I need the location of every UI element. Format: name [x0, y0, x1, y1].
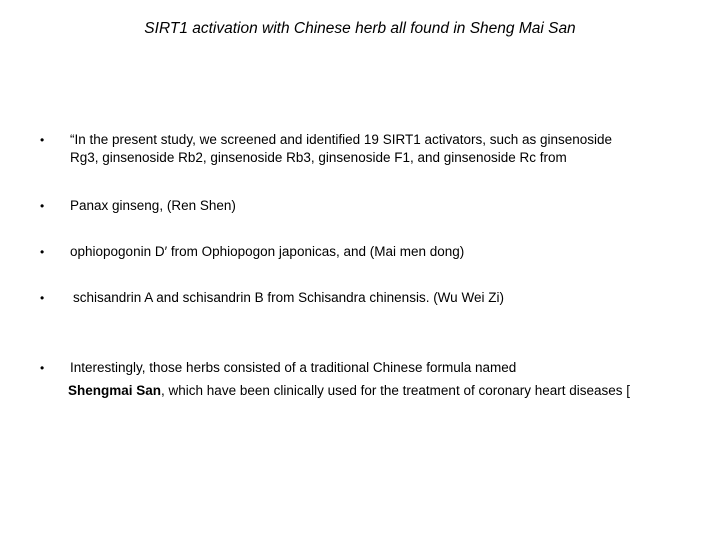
- bullet-text: Interestingly, those herbs consisted of a traditional Chinese formula named: [70, 360, 517, 375]
- bullet-text: ophiopogonin D′ from Ophiopogon japonicas, and (Mai men dong): [70, 244, 465, 259]
- slide-title: SIRT1 activation with Chinese herb all found in Sheng Mai San: [144, 20, 576, 37]
- bullet-text: Panax ginseng, (Ren Shen): [70, 198, 236, 213]
- formula-name: Shengmai San: [68, 383, 162, 398]
- continuation-text: , which have been clinically used for the treatment of coronary heart diseases [: [161, 383, 631, 398]
- bullet-dot: •: [40, 245, 45, 259]
- bullet-dot: •: [40, 291, 45, 305]
- bullet-continuation: [68, 382, 630, 400]
- bullet-text-line: Rg3, ginsenoside Rb2, ginsenoside Rb3, ginsenoside F1, and ginsenoside Rc from: [70, 150, 567, 165]
- bullet-dot: •: [40, 199, 45, 213]
- bullet-text: [70, 131, 690, 167]
- bullet-text-line: “In the present study, we screened and identified 19 SIRT1 activators, such as ginsenoside: [70, 132, 613, 147]
- bullet-text: schisandrin A and schisandrin B from Schisandra chinensis. (Wu Wei Zi): [73, 290, 504, 305]
- bullet-dot: •: [40, 361, 45, 375]
- bullet-dot: •: [40, 133, 45, 147]
